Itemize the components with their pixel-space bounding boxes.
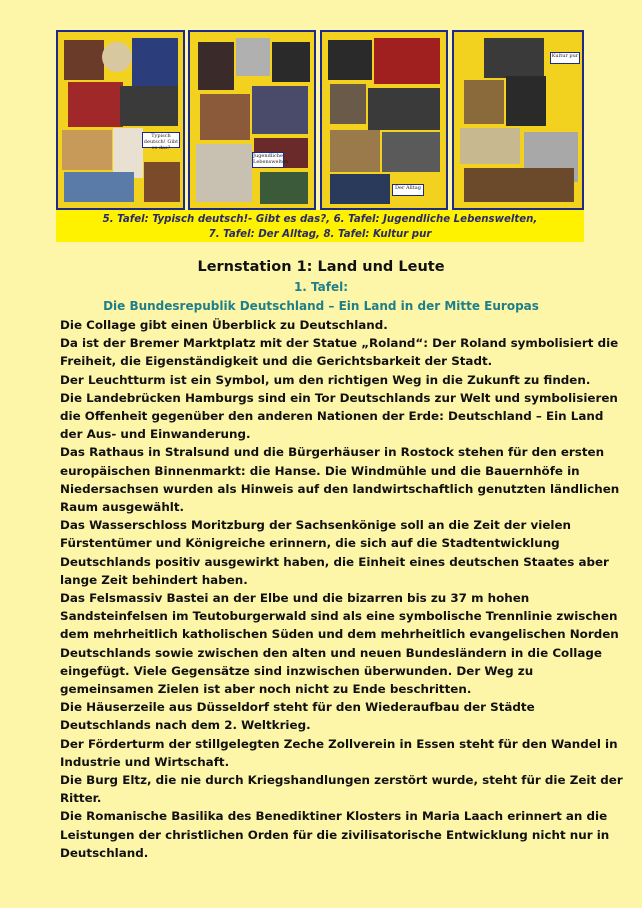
text-line: dem mehrheitlich katholischen Süden und dem mehrheitlich evangelischen Norden bbox=[60, 627, 619, 642]
text-line: Niedersachsen wurden als Hinweis auf den landwirtschaftlich genutzten ländlichen bbox=[60, 481, 620, 496]
text-line: gemeinsamen Zielen ist aber noch nicht zu Ende beschritten. bbox=[60, 682, 472, 697]
text-line: Die Häuserzeile aus Düsseldorf steht für den Wiederaufbau der Städte bbox=[60, 700, 535, 715]
text-line: Industrie und Wirtschaft. bbox=[60, 754, 230, 769]
section-subtitle: Die Bundesrepublik Deutschland – Ein Land in der Mitte Europas bbox=[103, 299, 539, 313]
text-line: eingefügt. Viele Gegensätze sind inzwischen überwunden. Der Weg zu bbox=[60, 663, 534, 678]
panel-label-tafel-8: Kultur pur bbox=[550, 52, 580, 64]
text-line: Die Burg Eltz, die nie durch Kriegshandlungen zerstört wurde, steht für die Zeit der bbox=[60, 773, 623, 788]
text-line: Das Felsmassiv Bastei an der Elbe und die bizarren bis zu 37 m hohen bbox=[60, 591, 530, 606]
collage-caption bbox=[56, 210, 584, 242]
text-line: Der Förderturm der stillgelegten Zeche Zollverein in Essen steht für den Wandel in bbox=[60, 736, 618, 751]
text-line: Ritter. bbox=[60, 791, 102, 806]
collage-panel-tafel-7 bbox=[320, 30, 448, 210]
text-line: Raum ausgewählt. bbox=[60, 500, 185, 515]
page-title: Lernstation 1: Land und Leute bbox=[197, 259, 445, 275]
text-line: Die Collage gibt einen Überblick zu Deutschland. bbox=[60, 318, 388, 332]
body-text bbox=[60, 316, 623, 862]
caption-line-1: 5. Tafel: Typisch deutsch!- Gibt es das?, 6. Tafel: Jugendliche Lebenswelten, bbox=[102, 214, 538, 225]
tafel-heading: 1. Tafel: bbox=[293, 280, 349, 294]
text-line: die Offenheit gegenüber den anderen Nationen der Erde: Deutschland – Ein Land bbox=[60, 409, 604, 424]
text-line: Sandsteinfelsen im Teutoburgerwald sind als eine symbolische Trennlinie zwischen bbox=[60, 609, 618, 624]
text-line: lange Zeit behindert haben. bbox=[60, 572, 248, 587]
text-line: der Aus- und Einwanderung. bbox=[60, 427, 251, 442]
text-line: Da ist der Bremer Marktplatz mit der Statue „Roland“: Der Roland symbolisiert die bbox=[60, 336, 619, 351]
text-line: Der Leuchtturm ist ein Symbol, um den richtigen Weg in die Zukunft zu finden. bbox=[60, 372, 591, 387]
panel-label-tafel-7: Der Alltag bbox=[392, 184, 424, 196]
collage-row bbox=[56, 30, 584, 212]
panel-label-tafel-5: Typisch deutsch! Gibt es das? bbox=[143, 133, 179, 151]
panel-label-tafel-6: Jugendliche Lebenswelten bbox=[252, 152, 284, 168]
text-line: Deutschlands positiv ausgewirkt haben, die Einheit eines deutschen Staates aber bbox=[60, 554, 609, 569]
text-line: Die Romanische Basilika des Benediktiner Klosters in Maria Laach erinnert an die bbox=[60, 809, 608, 824]
text-line: Das Wasserschloss Moritzburg der Sachsenkönige soll an die Zeit der vielen bbox=[60, 518, 572, 533]
text-line: Deutschlands sowie zwischen den alten und neuen Bundesländern in die Collage bbox=[60, 645, 602, 660]
text-line: Leistungen der christlichen Orden für die zivilisatorische Entwicklung nicht nur in bbox=[60, 827, 610, 842]
text-line: Die Landebrücken Hamburgs sind ein Tor Deutschlands zur Welt und symbolisieren bbox=[60, 390, 618, 405]
text-line: Deutschlands nach dem 2. Weltkrieg. bbox=[60, 718, 311, 733]
text-line: europäischen Binnenmarkt: die Hanse. Die Windmühle und die Bauernhöfe in bbox=[60, 463, 580, 478]
text-line: Das Rathaus in Stralsund und die Bürgerhäuser in Rostock stehen für den ersten bbox=[60, 445, 605, 460]
collage-panel-tafel-6 bbox=[188, 30, 316, 210]
collage-panel-tafel-5 bbox=[56, 30, 185, 210]
collage-panel-tafel-8 bbox=[452, 30, 584, 210]
text-line: Fürstentümer und Königreiche erinnern, die sich auf die Stadtentwicklung bbox=[60, 536, 560, 551]
text-line: Deutschland. bbox=[60, 845, 149, 860]
text-line: Freiheit, die Eigenständigkeit und die Gerichtsbarkeit der Stadt. bbox=[60, 354, 493, 369]
caption-line-2: 7. Tafel: Der Alltag, 8. Tafel: Kultur pur bbox=[208, 229, 432, 240]
